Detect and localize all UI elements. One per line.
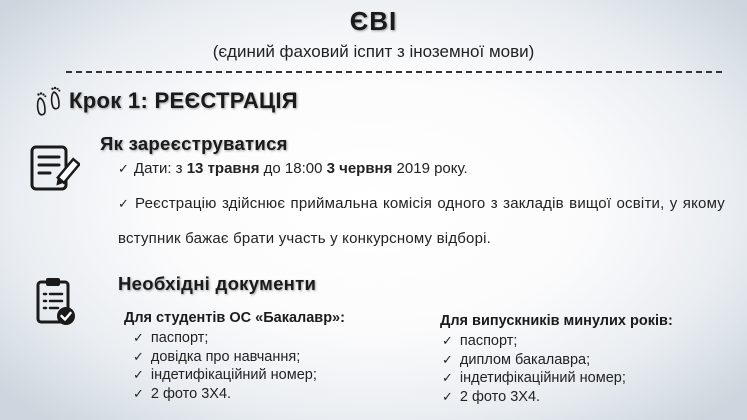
check-icon: ✓ <box>442 389 453 405</box>
list-item-text: паспорт; <box>459 333 518 349</box>
list-item-text: індетифікаційний номер; <box>459 370 626 386</box>
list-item <box>442 332 626 351</box>
students-doc-list <box>133 329 317 403</box>
check-icon: ✓ <box>133 349 144 365</box>
registration-dates <box>118 160 468 177</box>
registration-body-text: Реєстрацію здійснює приймальна комісія одного з закладів вищої освіти, у якому вступник бажає брати участь у конкурсному відборі. <box>118 195 725 247</box>
page-title: ЄВІ <box>349 6 398 36</box>
documents-title: Необхідні документи <box>118 273 317 294</box>
registration-title: Як зареєструватися <box>100 133 288 154</box>
dates-start: 13 травня <box>186 160 260 177</box>
check-icon: ✓ <box>442 352 453 368</box>
clipboard-check-icon <box>32 276 78 328</box>
check-icon: ✓ <box>442 334 453 349</box>
check-icon: ✓ <box>118 197 131 212</box>
check-icon: ✓ <box>442 371 453 386</box>
page-subtitle: (єдиний фаховий іспит з іноземної мови) <box>212 42 535 61</box>
students-heading: Для студентів ОС «Бакалавр»: <box>124 310 345 326</box>
list-item-text: диплом бакалавра; <box>459 351 591 368</box>
dates-prefix: Дати: з <box>133 160 187 177</box>
graduates-doc-list <box>442 332 626 406</box>
list-item <box>442 369 626 388</box>
list-item-text: паспорт; <box>150 330 209 346</box>
list-item <box>133 348 317 367</box>
check-icon: ✓ <box>118 162 129 177</box>
list-item-text: 2 фото 3Х4. <box>459 388 541 405</box>
list-item <box>133 329 317 348</box>
list-item <box>442 351 626 370</box>
dates-suffix: 2019 року. <box>392 160 468 177</box>
list-item-text: індетифікаційний номер; <box>150 367 317 383</box>
list-item-text: 2 фото 3Х4. <box>150 385 232 402</box>
dates-middle: до 18:00 <box>259 160 327 177</box>
list-item <box>133 385 317 404</box>
dashed-divider <box>66 71 722 73</box>
list-item-text: довідка про навчання; <box>150 348 301 365</box>
check-icon: ✓ <box>133 386 144 402</box>
document-pen-icon <box>28 144 80 194</box>
check-icon: ✓ <box>133 368 144 383</box>
graduates-heading: Для випускників минулих років: <box>440 313 673 329</box>
check-icon: ✓ <box>133 331 144 346</box>
list-item <box>133 366 317 385</box>
footprints-icon <box>32 86 64 118</box>
step-heading: Крок 1: РЕЄСТРАЦІЯ <box>69 88 298 113</box>
list-item <box>442 388 626 407</box>
dates-end: 3 червня <box>326 160 393 177</box>
registration-body <box>118 187 725 256</box>
